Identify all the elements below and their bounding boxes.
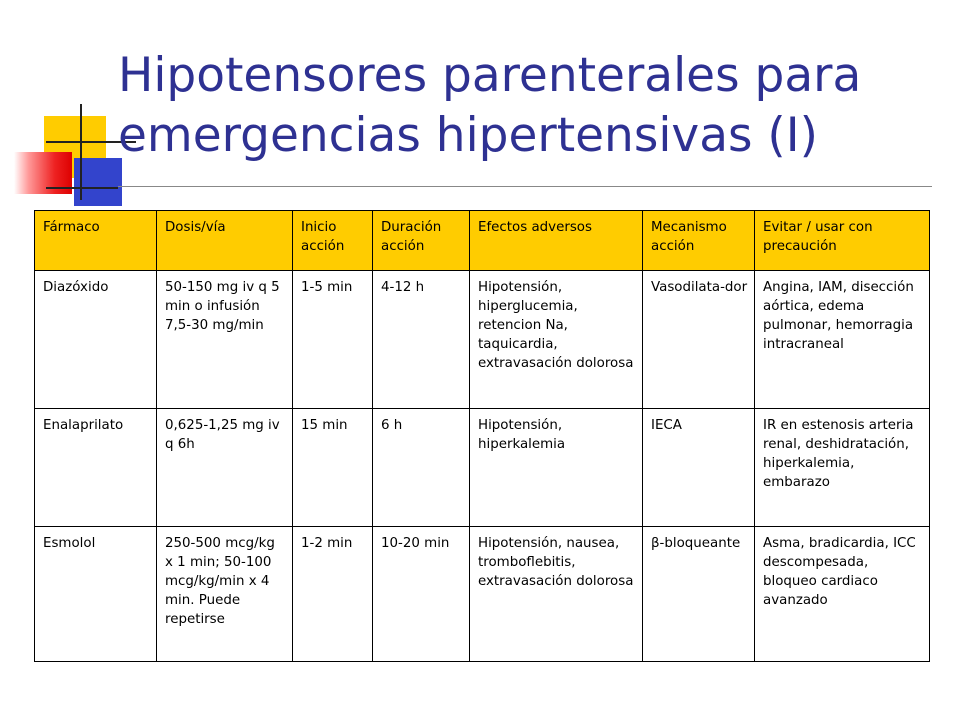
column-header-adverse-effects: Efectos adversos: [470, 211, 643, 271]
cell-mechanism: Vasodilata-dor: [643, 271, 755, 409]
cell-drug: Diazóxido: [35, 271, 157, 409]
table-header-row: [35, 211, 930, 271]
column-header-duration: Duración acción: [373, 211, 470, 271]
logo-horizontal-line: [46, 187, 118, 189]
cell-mechanism: IECA: [643, 409, 755, 527]
cell-adverse-effects: Hipotensión, hiperglucemia, retencion Na, taquicardia, extravasación dolorosa: [470, 271, 643, 409]
column-header-precautions: Evitar / usar con precaución: [755, 211, 930, 271]
cell-precautions: Asma, bradicardia, ICC descompesada, bloqueo cardiaco avanzado: [755, 527, 930, 662]
cell-adverse-effects: Hipotensión, nausea, tromboflebitis, extravasación dolorosa: [470, 527, 643, 662]
column-header-onset: Inicio acción: [293, 211, 373, 271]
column-header-drug: Fármaco: [35, 211, 157, 271]
table-row: [35, 409, 930, 527]
cell-drug: Enalaprilato: [35, 409, 157, 527]
slide-title: [118, 46, 948, 166]
cell-duration: 10-20 min: [373, 527, 470, 662]
title-underline: [118, 186, 932, 187]
cell-adverse-effects: Hipotensión, hiperkalemia: [470, 409, 643, 527]
drug-table: [34, 210, 930, 662]
column-header-mechanism: Mecanismo acción: [643, 211, 755, 271]
logo-vertical-line: [80, 104, 82, 200]
cell-onset: 1-2 min: [293, 527, 373, 662]
table-row: [35, 527, 930, 662]
cell-onset: 1-5 min: [293, 271, 373, 409]
cell-dose: 0,625-1,25 mg iv q 6h: [157, 409, 293, 527]
table-row: [35, 271, 930, 409]
cell-duration: 4-12 h: [373, 271, 470, 409]
cell-precautions: Angina, IAM, disección aórtica, edema pulmonar, hemorragia intracraneal: [755, 271, 930, 409]
column-header-dose: Dosis/vía: [157, 211, 293, 271]
slide-title-line: Hipotensores parenterales para: [118, 48, 862, 103]
cell-dose: 250-500 mcg/kg x 1 min; 50-100 mcg/kg/min x 4 min. Puede repetirse: [157, 527, 293, 662]
cell-precautions: IR en estenosis arteria renal, deshidratación, hiperkalemia, embarazo: [755, 409, 930, 527]
cell-mechanism: β-bloqueante: [643, 527, 755, 662]
cell-dose: 50-150 mg iv q 5 min o infusión 7,5-30 mg/min: [157, 271, 293, 409]
cell-duration: 6 h: [373, 409, 470, 527]
cell-drug: Esmolol: [35, 527, 157, 662]
cell-onset: 15 min: [293, 409, 373, 527]
slide-title-line: emergencias hipertensivas (I): [118, 108, 818, 163]
